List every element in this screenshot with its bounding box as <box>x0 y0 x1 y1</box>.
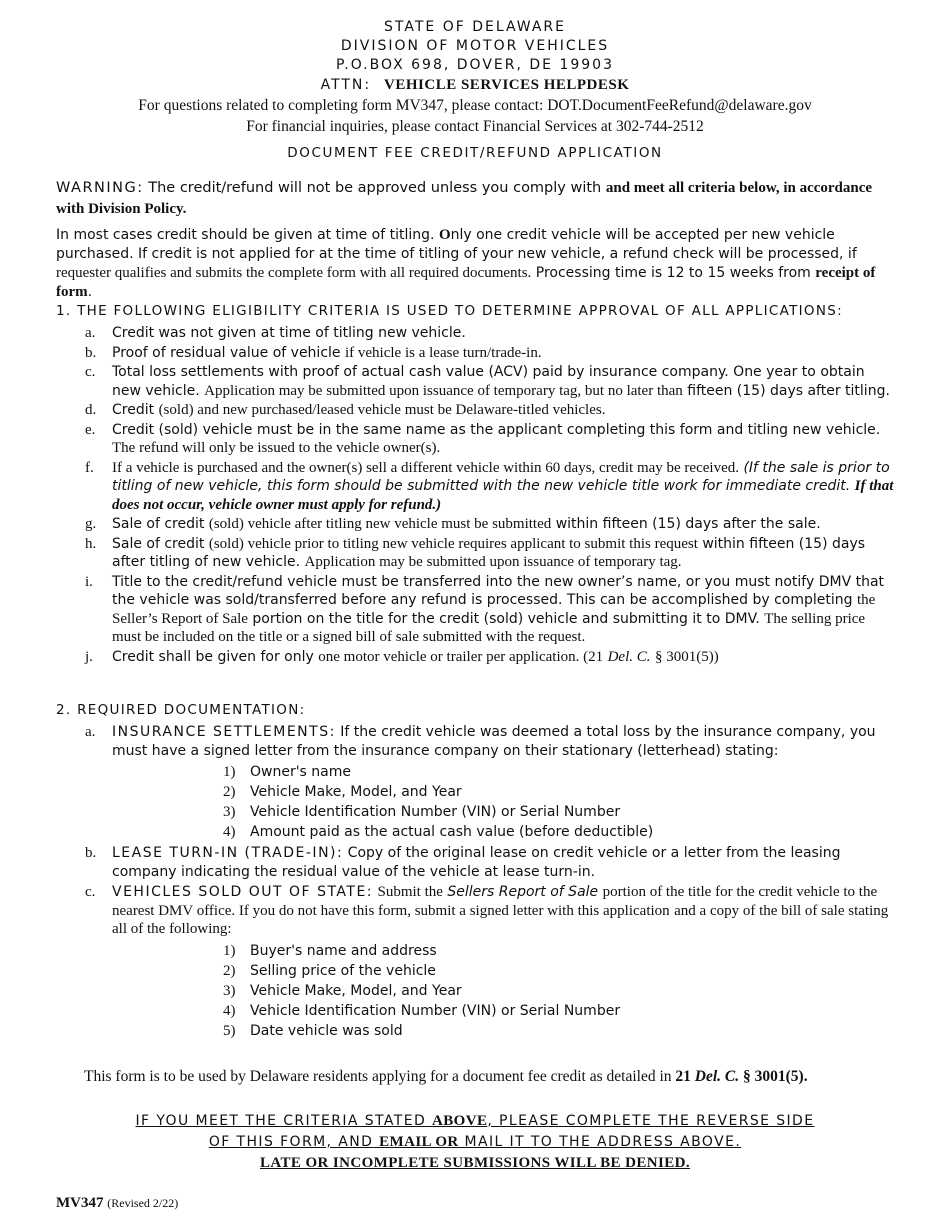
list-marker: d. <box>85 402 97 418</box>
list-text: fifteen (15) days after titling. <box>687 382 890 399</box>
list-text: Proof of residual value of vehicle <box>112 344 341 361</box>
list-item <box>85 401 897 420</box>
list-marker: 4) <box>223 824 236 840</box>
list-text: If that does not occur, vehicle owner must apply for refund.) <box>112 478 894 513</box>
list-item <box>223 782 653 802</box>
final-text: EMAIL OR <box>379 1134 459 1150</box>
list-text: Vehicle Identification Number (VIN) or Serial Number <box>250 804 621 820</box>
list-text: Amount paid as the actual cash value (before deductible) <box>250 824 654 840</box>
warning-paragraph <box>56 178 896 220</box>
list-text: Date vehicle was sold <box>250 1023 403 1039</box>
list-item <box>85 459 897 515</box>
list-text: Sale of credit <box>112 516 205 532</box>
list-marker: f. <box>85 459 94 476</box>
list-text: Sale of credit <box>112 535 205 552</box>
list-text: Selling price of the vehicle <box>250 963 436 979</box>
list-text: Credit was not given at time of titling new vehicle. <box>112 325 466 341</box>
list-text: Application may be submitted upon issuance of temporary tag. <box>304 554 682 570</box>
contact-financial-line: For financial inquiries, please contact Financial Services at 302-744-2512 <box>246 118 704 135</box>
list-marker: i. <box>85 573 93 590</box>
header-division: DIVISION OF MOTOR VEHICLES <box>340 38 610 54</box>
list-marker: 3) <box>223 983 236 999</box>
doc-label: LEASE TURN-IN (TRADE-IN): <box>112 845 344 861</box>
list-text: Sellers Report of Sale <box>447 884 599 900</box>
final-text: LATE OR INCOMPLETE SUBMISSIONS WILL BE DENIED. <box>259 1155 691 1171</box>
list-marker: 4) <box>223 1003 236 1019</box>
sale-requirements-list <box>223 941 621 1041</box>
list-item <box>223 981 620 1001</box>
list-text: Submit the <box>377 884 443 900</box>
list-item <box>223 802 653 822</box>
list-text: portion of the title for the credit vehicle to the nearest DMV office. If you do not have this form, submit a signed letter with this application <box>112 884 878 919</box>
list-text: within fifteen (15) days after the sale. <box>555 516 821 532</box>
list-item <box>85 421 897 458</box>
section1-heading: 1. THE FOLLOWING ELIGIBILITY CRITERIA IS USED TO DETERMINE APPROVAL OF ALL APPLICATIONS: <box>56 303 843 319</box>
list-item <box>85 363 897 400</box>
list-item <box>85 344 897 363</box>
list-marker: j. <box>85 648 93 665</box>
list-item <box>223 1021 620 1041</box>
list-marker: h. <box>85 535 97 552</box>
list-item <box>223 762 653 782</box>
list-marker: a. <box>85 724 96 740</box>
form-footer <box>56 1195 178 1212</box>
list-text: portion on the title for the credit (sold) vehicle and submitting it to DMV. <box>252 610 760 627</box>
statute-note <box>84 1068 808 1086</box>
intro-paragraph <box>56 226 896 302</box>
list-text: Total loss settlements with proof of actual cash value (ACV) paid by insurance company. One year to obtain new vehicle. <box>112 364 865 399</box>
list-marker: 3) <box>223 804 236 820</box>
list-item <box>223 961 620 981</box>
intro-text-4: requester qualifies and submits the complete form with all required documents. <box>56 265 532 281</box>
header-attn <box>0 76 950 95</box>
revision-date: (Revised 2/22) <box>107 1196 179 1210</box>
intro-text-3: nly one credit vehicle will be accepted per new vehicle purchased. If credit is not applied for at the time of titling of your new vehicle, a refund check will be processed, if <box>56 227 857 262</box>
warning-label: WARNING: <box>56 180 144 196</box>
list-text: If the credit vehicle was deemed a total loss by the insurance company, you must have a signed letter from the insurance company on their stationary (letterhead) stating: <box>112 724 876 759</box>
final-instructions <box>0 1111 950 1174</box>
list-marker: 1) <box>223 764 236 780</box>
doc-label: VEHICLES SOLD OUT OF STATE: <box>112 884 374 900</box>
list-text: Credit shall be given for only <box>112 648 314 665</box>
form-number: MV347 <box>56 1195 104 1211</box>
list-text: Vehicle Make, Model, and Year <box>250 983 462 999</box>
list-text: if vehicle is a lease turn/trade-in. <box>344 344 542 361</box>
list-text: The refund will only be issued to the vehicle owner(s). <box>112 440 441 456</box>
final-text: OF THIS FORM, AND <box>208 1134 374 1150</box>
list-text: and a copy of the bill of sale stating all of the following: <box>112 902 889 937</box>
list-marker: 1) <box>223 943 236 959</box>
list-text: Credit (sold) vehicle must be in the same name as the applicant completing this form and titling new vehicle. <box>112 421 881 438</box>
final-text: , PLEASE COMPLETE THE REVERSE SIDE <box>487 1113 815 1129</box>
list-marker: a. <box>85 325 96 341</box>
list-item <box>223 1001 621 1021</box>
list-item <box>85 535 897 572</box>
warning-text-2: and meet all criteria below, in accordance with Division Policy. <box>56 180 873 217</box>
documentation-list-b <box>85 844 897 882</box>
final-line-1 <box>0 1111 950 1132</box>
list-marker: c. <box>85 884 96 900</box>
header-state: STATE OF DELAWARE <box>384 19 566 35</box>
list-marker: g. <box>85 516 97 532</box>
list-text: Credit <box>112 402 155 418</box>
list-text: § 3001(5)) <box>654 648 719 665</box>
note-text: This form is to be used by Delaware residents applying for a document fee credit as detailed in <box>84 1068 672 1085</box>
list-item <box>85 573 897 647</box>
list-text: Del. C. <box>607 648 651 665</box>
list-text: Vehicle Identification Number (VIN) or Serial Number <box>250 1003 621 1019</box>
list-marker: e. <box>85 421 96 438</box>
eligibility-list <box>85 324 897 667</box>
list-marker: b. <box>85 344 97 361</box>
form-title: DOCUMENT FEE CREDIT/REFUND APPLICATION <box>287 145 663 161</box>
header-address: P.O.BOX 698, DOVER, DE 19903 <box>336 57 614 73</box>
list-item <box>85 844 897 881</box>
note-text: § 3001(5). <box>743 1068 808 1085</box>
final-text: MAIL IT TO THE ADDRESS ABOVE. <box>464 1134 742 1150</box>
documentation-list-c <box>85 883 897 940</box>
list-text: one motor vehicle or trailer per application. (21 <box>318 648 604 665</box>
list-text: within fifteen (15) days after titling of new vehicle. <box>112 535 866 570</box>
list-text: (sold) and new purchased/leased vehicle must be Delaware-titled vehicles. <box>158 402 606 418</box>
list-text: If a vehicle is purchased and the owner(s) sell a different vehicle within 60 days, credit may be received. <box>112 459 739 476</box>
list-item <box>223 941 620 961</box>
list-text: The selling price must be included on the title or a signed bill of sale submitted with the request. <box>112 610 866 645</box>
final-text: IF YOU MEET THE CRITERIA STATED <box>135 1113 427 1129</box>
page-header <box>0 18 950 161</box>
list-text: Buyer's name and address <box>250 943 437 959</box>
intro-text-6: receipt of form <box>56 265 876 300</box>
list-item <box>85 883 897 939</box>
intro-text-1: In most cases credit should be given at time of titling. <box>56 227 435 243</box>
list-text: Application may be submitted upon issuance of temporary tag, but no later than <box>204 382 683 399</box>
section2-heading: 2. REQUIRED DOCUMENTATION: <box>56 702 306 718</box>
list-text: Copy of the original lease on credit vehicle or a letter from the leasing company indicating the residual value of the vehicle at lease turn-in. <box>112 845 841 880</box>
list-text: Title to the credit/refund vehicle must be transferred into the new owner’s name, or you must notify DMV that the vehicle was sold/transferred before any refund is processed. This can be accomplished by completing <box>112 573 885 608</box>
list-item <box>85 723 897 760</box>
list-text: (If the sale is prior to titling of new vehicle, this form should be submitted with the new vehicle title work for immediate credit. <box>112 459 890 494</box>
list-marker: c. <box>85 364 96 380</box>
intro-text-5: Processing time is 12 to 15 weeks from <box>535 265 811 281</box>
list-item <box>85 648 897 667</box>
list-text: the Seller’s Report of Sale <box>112 592 876 627</box>
list-text: (sold) vehicle prior to titling new vehicle requires applicant to submit this request <box>208 535 698 552</box>
list-marker: 2) <box>223 784 236 800</box>
doc-label: INSURANCE SETTLEMENTS: <box>112 724 336 740</box>
list-text: (sold) vehicle after titling new vehicle must be submitted <box>208 516 552 532</box>
attn-label: ATTN: <box>320 77 372 93</box>
list-marker: 2) <box>223 963 236 979</box>
warning-text-1: The credit/refund will not be approved unless you comply with <box>148 180 602 196</box>
intro-text-2: O <box>438 227 451 243</box>
documentation-list-a <box>85 723 897 761</box>
note-text: 21 <box>675 1068 691 1085</box>
list-item <box>85 324 897 343</box>
list-text: Owner's name <box>250 764 352 780</box>
intro-text-7: . <box>87 284 93 300</box>
contact-email-line: For questions related to completing form MV347, please contact: DOT.DocumentFeeRefund@delaware.gov <box>138 97 812 114</box>
final-line-3 <box>0 1153 950 1174</box>
final-text: ABOVE <box>432 1113 488 1129</box>
insurance-requirements-list <box>223 762 654 842</box>
list-item <box>85 515 897 534</box>
final-line-2 <box>0 1132 950 1153</box>
list-text: Vehicle Make, Model, and Year <box>250 784 462 800</box>
note-text: Del. C. <box>694 1068 740 1085</box>
list-marker: b. <box>85 845 97 861</box>
list-marker: 5) <box>223 1023 236 1039</box>
list-item <box>223 822 654 842</box>
attn-value: VEHICLE SERVICES HELPDESK <box>384 77 630 93</box>
